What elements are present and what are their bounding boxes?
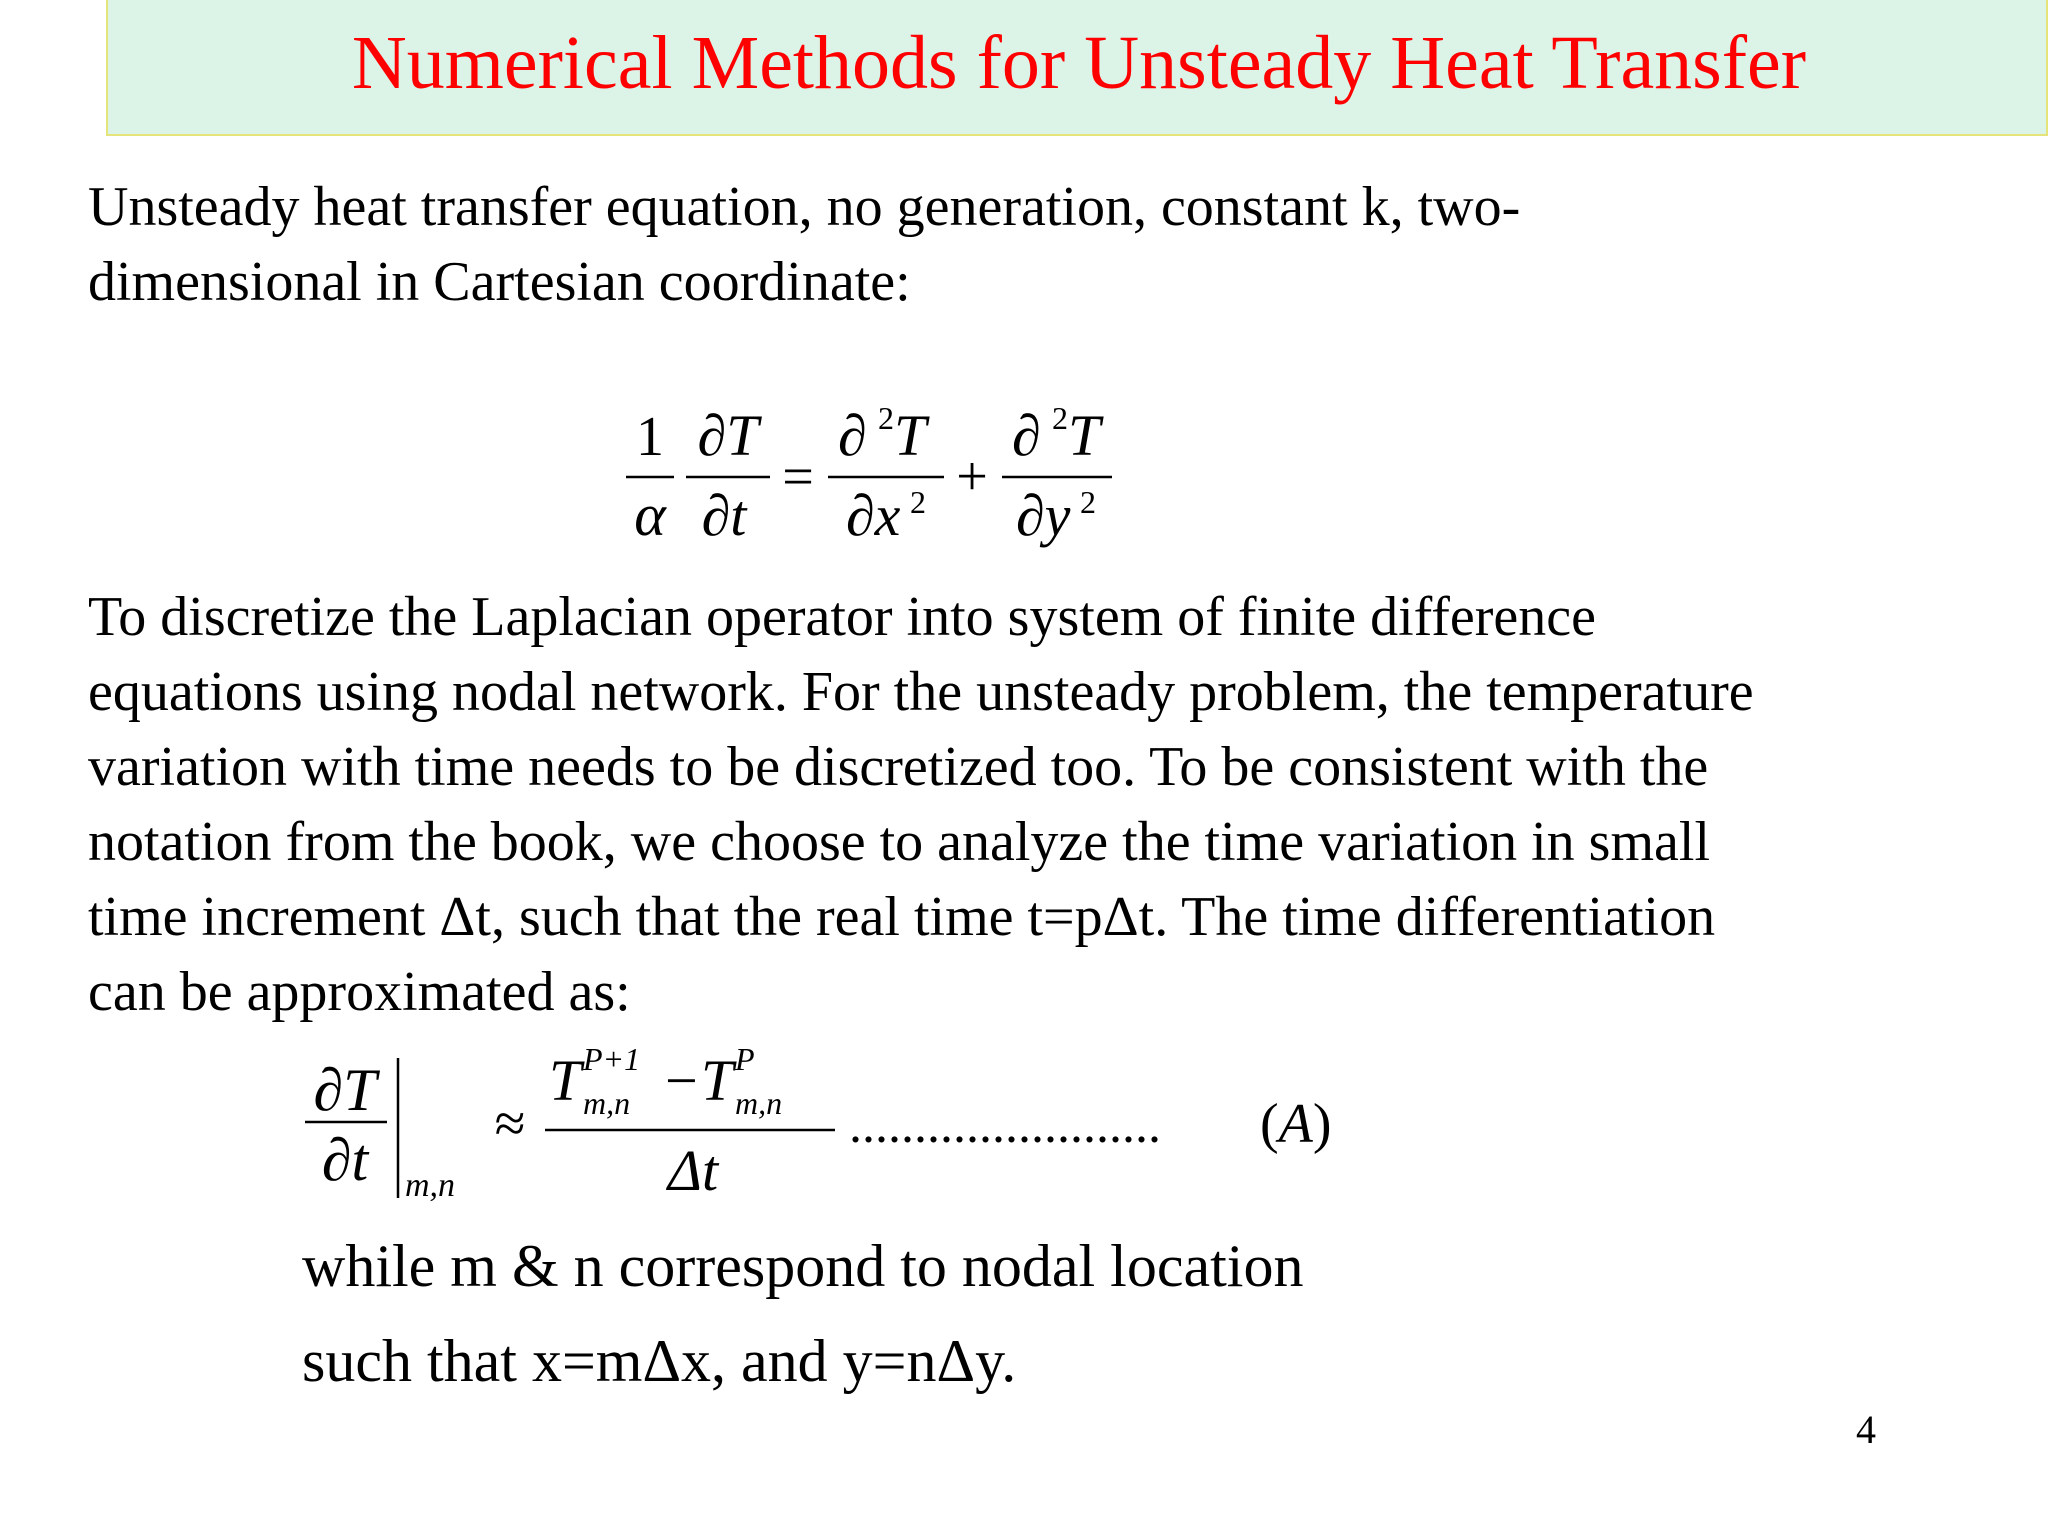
eqa-T-next: T (549, 1048, 582, 1113)
intro-paragraph (88, 170, 1520, 320)
eq-plus: + (956, 446, 988, 508)
eq-dt: ∂t (701, 483, 747, 548)
body-line-5: time increment Δt, such that the real time t=pΔt. The time differentiation (88, 886, 1716, 948)
eqa-superscript-p: P (735, 1041, 755, 1077)
page-number: 4 (1856, 1407, 1876, 1452)
eq-dy: ∂y (1016, 483, 1071, 548)
body-line-4: notation from the book, we choose to analyze the time variation in small (88, 811, 1711, 873)
eqa-minus: − (665, 1048, 698, 1113)
body-line-6: can be approximated as: (88, 961, 631, 1023)
eqa-label-close: ) (1312, 1093, 1332, 1155)
eqa-superscript-p1: P+1 (583, 1041, 641, 1077)
eq-superscript-2a: 2 (878, 400, 894, 436)
eq-T-y: T (1068, 403, 1101, 468)
eqa-subscript-mn-1: m,n (583, 1085, 631, 1121)
body-paragraph (88, 580, 1754, 1030)
eq-superscript-2c: 2 (1052, 400, 1068, 436)
note-line-2: such that x=mΔx, and y=nΔy. (302, 1328, 1017, 1394)
eq-dx: ∂x (846, 483, 901, 548)
eqa-subscript-mn-2: m,n (735, 1085, 783, 1121)
note-line-1: while m & n correspond to nodal location (302, 1233, 1304, 1299)
slide-title: Numerical Methods for Unsteady Heat Transfer (351, 21, 1807, 105)
eq-superscript-2b: 2 (910, 484, 926, 520)
eq-T-x: T (894, 403, 927, 468)
intro-line-2: dimensional in Cartesian coordinate: (88, 251, 911, 313)
eqa-approx: ≈ (494, 1093, 526, 1155)
eq-partial-numerator-y: ∂ (1012, 403, 1041, 468)
eqa-label-open: ( (1260, 1093, 1279, 1155)
body-line-2: equations using nodal network. For the unsteady problem, the temperature (88, 661, 1754, 723)
eqa-label (1260, 1093, 1332, 1155)
eq-dT: ∂T (697, 403, 759, 468)
eqa-dots: ........................ (849, 1097, 1161, 1154)
eq-superscript-2d: 2 (1080, 484, 1096, 520)
eqa-subscript-mn: m,n (405, 1167, 456, 1204)
eqa-T-current: T (701, 1048, 734, 1113)
intro-line-1: Unsteady heat transfer equation, no generation, constant k, two- (88, 176, 1521, 238)
title-banner (106, 0, 2048, 136)
eq-one: 1 (636, 406, 664, 468)
body-line-1: To discretize the Laplacian operator into system of finite difference (88, 586, 1596, 648)
eqa-delta-t: Δt (667, 1138, 719, 1203)
eq-equals: = (782, 446, 814, 508)
eq-partial-numerator-x: ∂ (838, 403, 867, 468)
body-line-3: variation with time needs to be discretized too. To be consistent with the (88, 736, 1709, 798)
eqa-dT: ∂T (313, 1057, 377, 1123)
heat-equation (620, 395, 1120, 565)
eqa-dt: ∂t (321, 1127, 369, 1193)
eqa-label-letter: A (1278, 1093, 1313, 1155)
time-derivative-equation (295, 1030, 1375, 1220)
eq-alpha: α (634, 482, 666, 548)
